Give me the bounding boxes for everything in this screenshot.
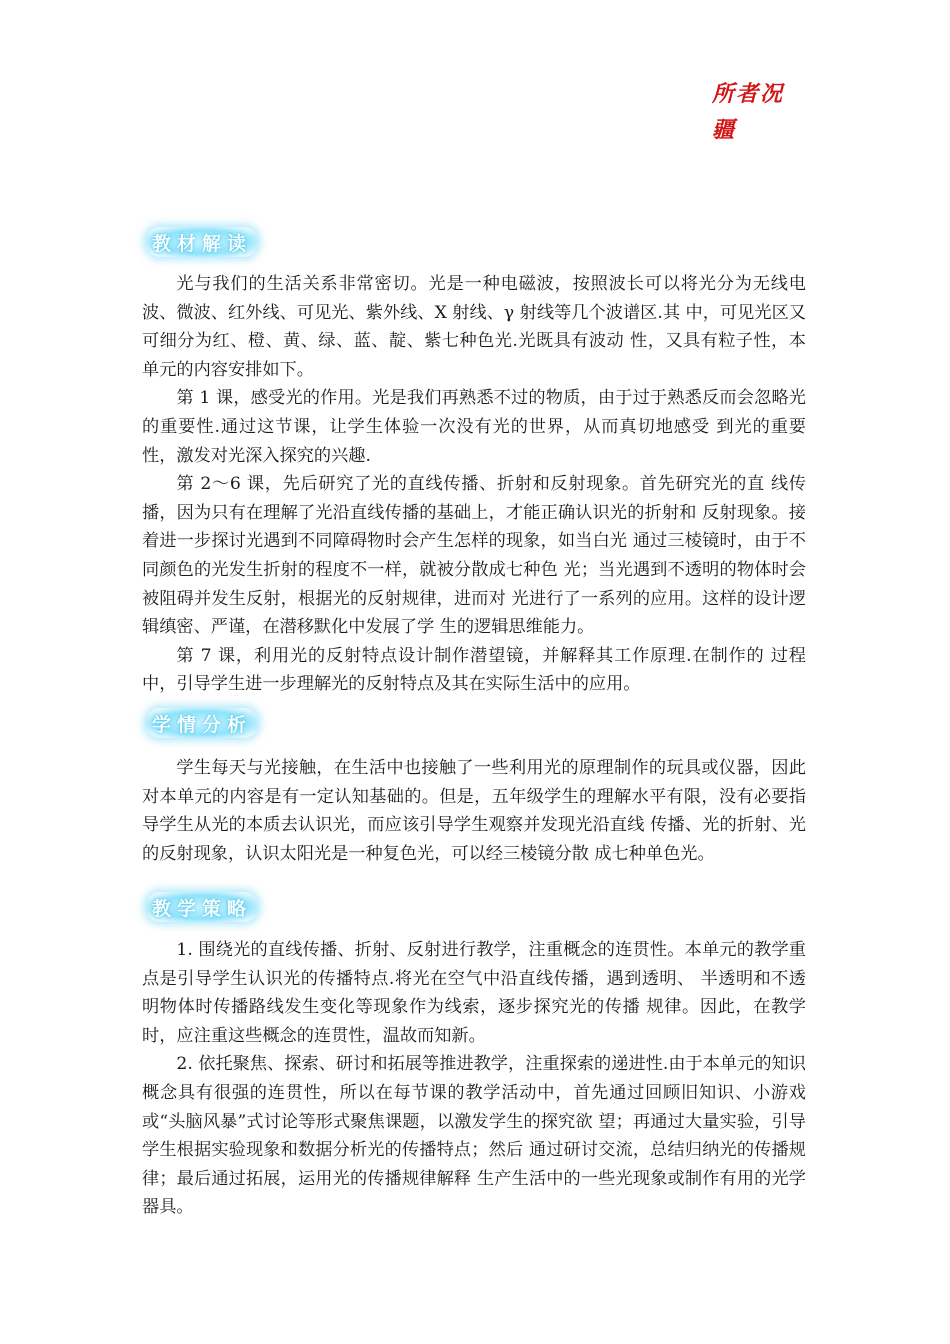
- section-heading-text: 教学策略: [152, 897, 253, 920]
- paragraph: 1. 围绕光的直线传播、折射、反射进行教学，注重概念的连贯性。本单元的教学重点是引导学生认识光的传播特点.将光在空气中沿直线传播，遇到透明、 半透明和不透明物体时传播路线发生变化等现象作为线索，逐步探究光的传播 规律。因此，在教学时，应注重这些概念的连贯性，温故而知新。: [142, 940, 806, 1046]
- section-learner-analysis: [142, 754, 806, 868]
- paragraph: 第 2～6 课，先后研究了光的直线传播、折射和反射现象。首先研究光的直 线传播，因为只有在理解了光沿直线传播的基础上，才能正确认识光的折射和 反射现象。接着进一步探讨光遇到不同障碍物时会产生怎样的现象，如当白光 通过三棱镜时，由于不同颜色的光发生折射的程度不一样，就被分散成七种色 光；当光遇到不透明的物体时会被阻碍并发生反射，根据光的反射规律，进而对 光进行了一系列的应用。这样的设计逻辑缜密、严谨，在潜移默化中发展了学 生的逻辑思维能力。: [142, 474, 806, 638]
- section-textbook-reading: [142, 270, 806, 699]
- corner-line-2: 疆: [712, 117, 737, 143]
- paragraph: 2. 依托聚焦、探索、研讨和拓展等推进教学，注重探索的递进性.由于本单元的知识概念具有很强的连贯性，所以在每节课的教学活动中，首先通过回顾旧知识、小游戏或“头脑风暴”式讨论等形式聚焦课题，以激发学生的探究欲 望；再通过大量实验，引导学生根据实验现象和数据分析光的传播特点；然后 通过研讨交流，总结归纳光的传播规律；最后通过拓展，运用光的传播规律解释 生产生活中的一些光现象或制作有用的光学器具。: [142, 1054, 806, 1218]
- paragraph: 第 7 课，利用光的反射特点设计制作潜望镜，并解释其工作原理.在制作的 过程中，引导学生进一步理解光的反射特点及其在实际生活中的应用。: [142, 645, 806, 695]
- section-heading-text: 学情分析: [152, 713, 253, 736]
- section-heading-badge-textbook: [146, 227, 258, 257]
- section-heading-badge-learner-analysis: [146, 708, 258, 738]
- section-heading-badge-teaching-strategy: [146, 892, 258, 922]
- section-teaching-strategy: [142, 936, 806, 1222]
- section-heading-text: 教材解读: [152, 232, 253, 255]
- paragraph: 学生每天与光接触，在生活中也接触了一些利用光的原理制作的玩具或仪器，因此对本单元的内容是有一定认知基础的。但是，五年级学生的理解水平有限，没有必要指导学生从光的本质去认识光，而应该引导学生观察并发现光沿直线 传播、光的折射、光的反射现象，认识太阳光是一种复色光，可以经三棱镜分散 成七种单色光。: [142, 758, 806, 864]
- corner-line-1: 所者况: [712, 81, 785, 107]
- paragraph: 光与我们的生活关系非常密切。光是一种电磁波，按照波长可以将光分为无线电波、微波、红外线、可见光、紫外线、X 射线、γ 射线等几个波谱区.其 中，可见光区又可细分为红、橙、黄、绿、蓝、靛、紫七种色光.光既具有波动 性，又具有粒子性，本单元的内容安排如下。: [142, 274, 806, 380]
- corner-stamp-text: [712, 76, 784, 148]
- paragraph: 第 1 课，感受光的作用。光是我们再熟悉不过的物质，由于过于熟悉反而会忽略光的重要性.通过这节课，让学生体验一次没有光的世界，从而真切地感受 到光的重要性，激发对光深入探究的兴趣.: [142, 388, 806, 466]
